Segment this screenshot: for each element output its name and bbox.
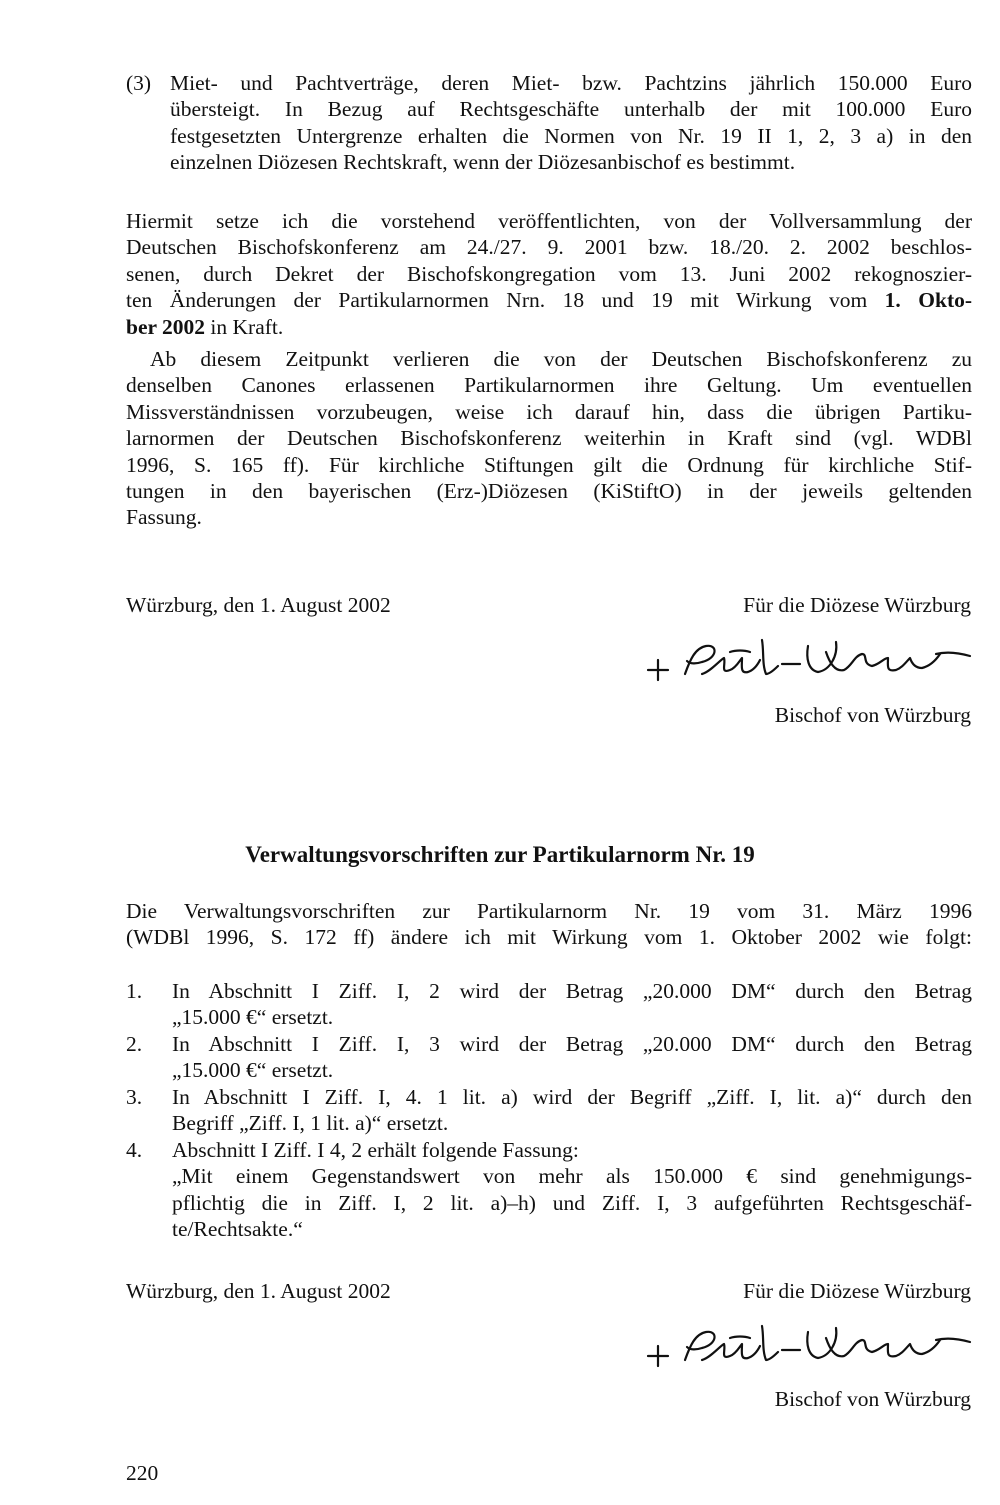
text-line: In Abschnitt I Ziff. I, 2 wird der Betrag „20.000 DM“ durch den Betrag [172,979,972,1003]
for-diocese-label: Für die Diözese Würzburg [743,593,971,617]
place-date: Würzburg, den 1. August 2002 [126,1279,391,1303]
text-line: In Abschnitt I Ziff. I, 4. 1 lit. a) wird der Begriff „Ziff. I, lit. a)“ durch den [172,1085,972,1109]
text-line: „15.000 €“ ersetzt. [172,1058,334,1083]
bold-date: ber 2002 [126,314,206,339]
text-fragment: ten Änderungen der Partikularnormen Nrn. 18 und 19 mit Wirkung vom [126,288,868,313]
list-item [126,1031,972,1084]
intro-paragraph [126,898,972,951]
text-line: senen, durch Dekret der Bischofskongregation vom 13. Juni 2002 rekognoszier- [126,261,972,286]
text-line: Miet- und Pachtverträge, deren Miet- bzw. Pachtzins jährlich 150.000 Euro [170,71,972,95]
page-number: 220 [126,1461,159,1485]
text-line [126,287,972,313]
text-line: Fassung. [126,505,202,530]
text-line: In Abschnitt I Ziff. I, 3 wird der Betrag „20.000 DM“ durch den Betrag [172,1032,972,1056]
list-item-text [172,978,972,1031]
text-line: „15.000 €“ ersetzt. [172,1005,334,1030]
text-line: übersteigt. In Bezug auf Rechtsgeschäfte unterhalb der mit 100.000 Euro [170,97,972,122]
section-3-text [170,70,972,176]
list-item-number: 2. [126,1032,143,1056]
text-line: Deutschen Bischofskonferenz am 24./27. 9. 2001 bzw. 18./20. 2. 2002 beschlos- [126,235,972,260]
text-line: larnormen der Deutschen Bischofskonferenz weiterhin in Kraft sind (vgl. WDBl [126,426,972,451]
text-line: Die Verwaltungsvorschriften zur Partikularnorm Nr. 19 vom 31. März 1996 [126,899,972,923]
text-line: 1996, S. 165 ff). Für kirchliche Stiftungen gilt die Ordnung für kirchliche Stif- [126,452,972,477]
bishop-title: Bischof von Würzburg [774,1387,971,1411]
text-line: Abschnitt I Ziff. I 4, 2 erhält folgende Fassung: [172,1138,579,1162]
list-item-number: 4. [126,1138,143,1162]
signature-image [640,630,990,696]
list-item [126,978,972,1031]
text-line: pflichtig die in Ziff. I, 2 lit. a)–h) und Ziff. I, 3 aufgeführten Rechtsgeschäf- [172,1190,972,1215]
paragraph-enactment [126,208,972,340]
signature-image [640,1316,990,1382]
list-item-number: 3. [126,1085,143,1109]
text-line: einzelnen Diözesen Rechtskraft, wenn der Diözesanbischof es bestimmt. [170,150,796,175]
text-line: festgesetzten Untergrenze erhalten die Normen von Nr. 19 II 1, 2, 3 a) in den [170,123,972,148]
text-line: tungen in den bayerischen (Erz-)Diözesen (KiStiftO) in der jeweils geltenden [126,478,972,503]
list-item [126,1137,972,1243]
section-heading: Verwaltungsvorschriften zur Partikularnorm Nr. 19 [245,842,755,867]
bold-date: 1. Okto- [884,288,973,313]
text-line [126,314,972,340]
text-line: denselben Canones erlassenen Partikularnormen ihre Geltung. Um eventuellen [126,373,972,398]
text-fragment: in Kraft. [205,314,284,339]
place-date: Würzburg, den 1. August 2002 [126,593,391,617]
list-item-text [172,1084,972,1137]
list-item-text [172,1031,972,1084]
text-line: Hiermit setze ich die vorstehend veröffentlichten, von der Vollversammlung der [126,209,972,233]
text-line: Begriff „Ziff. I, 1 lit. a)“ ersetzt. [172,1111,449,1136]
paragraph-validity [126,346,972,531]
text-line: „Mit einem Gegenstandswert von mehr als 150.000 € sind genehmigungs- [172,1164,972,1189]
text-line: Missverständnissen vorzubeugen, weise ich darauf hin, dass die übrigen Partiku- [126,399,972,424]
text-line: te/Rechtsakte.“ [172,1217,303,1242]
text-line: Ab diesem Zeitpunkt verlieren die von der Deutschen Bischofskonferenz zu [150,347,972,371]
list-item-text [172,1137,972,1243]
for-diocese-label: Für die Diözese Würzburg [743,1279,971,1303]
section-3-number: (3) [126,71,152,95]
list-item [126,1084,972,1137]
text-line: (WDBl 1996, S. 172 ff) ändere ich mit Wirkung vom 1. Oktober 2002 wie folgt: [126,925,972,950]
amendment-list [126,978,972,1242]
bishop-title: Bischof von Würzburg [774,703,971,727]
list-item-number: 1. [126,979,143,1003]
